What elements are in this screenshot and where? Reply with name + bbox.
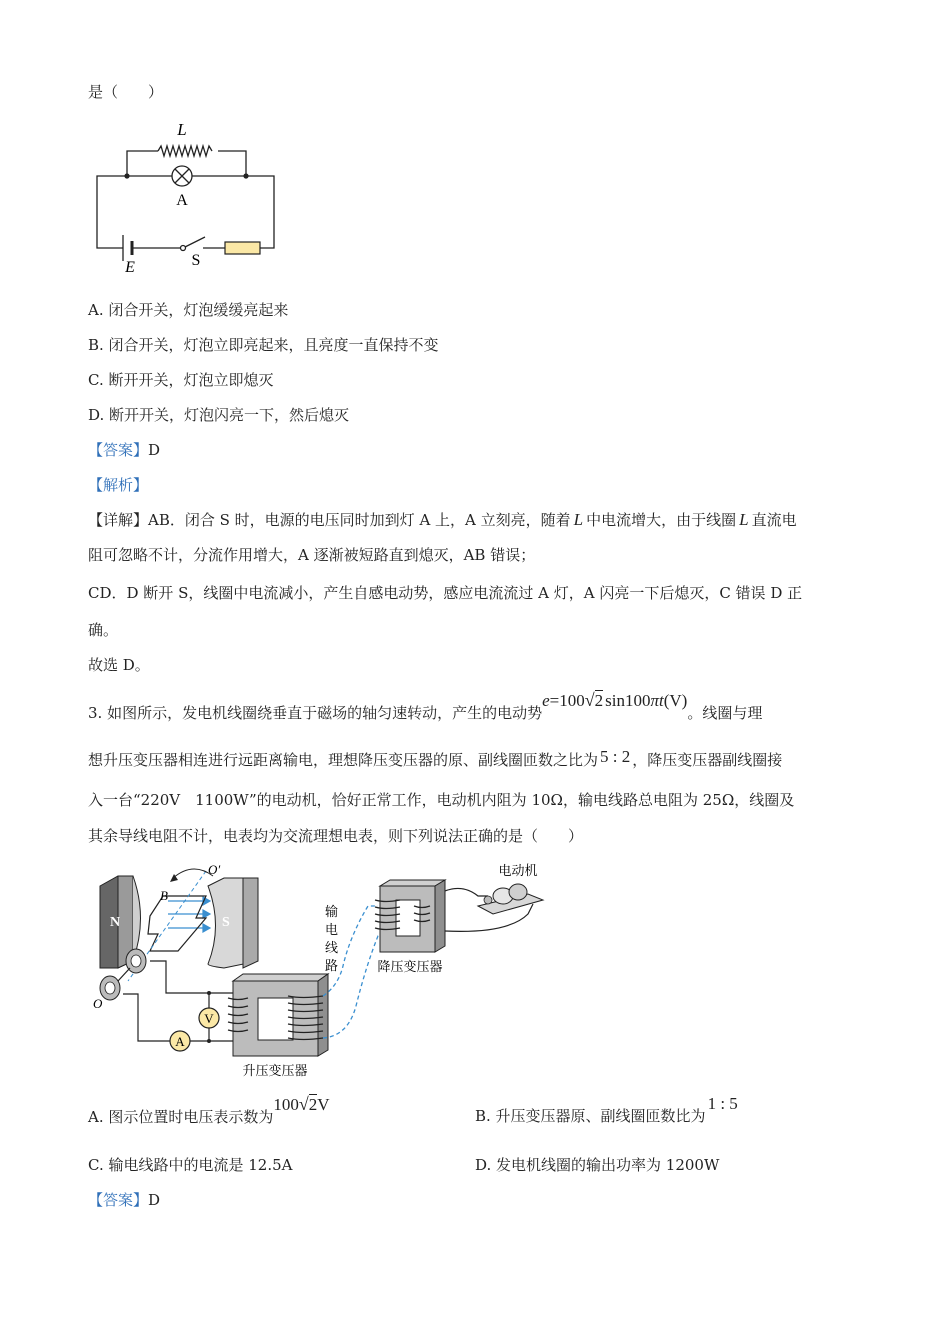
s-pole-label: S	[222, 915, 230, 930]
q2-detail-line-3: CD．D 断开 S，线圈中电流减小，产生自感电动势，感应电流流过 A 灯，A 闪亮一下后熄灭，C 错误 D 正	[88, 584, 803, 602]
q3-stem-line-4: 其余导线电阻不计，电表均为交流理想电表，则下列说法正确的是（ ）	[88, 827, 584, 845]
field-b-label: B	[160, 888, 168, 903]
axis-o-label: O	[93, 996, 103, 1011]
axis-o-prime-label: O′	[208, 862, 221, 877]
q3-stem-line-2	[88, 747, 783, 770]
switch-label: S	[191, 252, 201, 269]
q3-transmission-diagram	[88, 856, 558, 1086]
value-unit: V	[317, 1095, 330, 1114]
emf-root: 2	[594, 691, 604, 710]
emf-unit: (V)	[663, 691, 688, 710]
symbol-l: L	[739, 510, 749, 529]
emf-sin: sin100	[605, 691, 651, 710]
line-label-1: 输	[325, 904, 339, 919]
battery-label: E	[125, 259, 135, 276]
inductor-label: L	[177, 120, 187, 139]
detail-text: AB．闭合 S 时，电源的电压同时加到灯 A 上，A 立刻亮，随着	[148, 511, 571, 529]
symbol-l: L	[573, 510, 584, 529]
q3-stem-line-3: 入一台“220V 1100W”的电动机，恰好正常工作，电动机内阻为 10Ω，输电线路总电阻为 25Ω，线圈及	[88, 791, 795, 809]
q3-option-c: C. 输电线路中的电流是 12.5A	[88, 1156, 293, 1174]
ammeter-label: A	[175, 1034, 185, 1049]
n-pole-label: N	[110, 915, 121, 930]
q2-answer	[88, 440, 160, 460]
q2-detail-line-1	[88, 510, 797, 530]
lamp-label: A	[176, 192, 188, 209]
q2-conclusion: 故选 D。	[88, 656, 150, 674]
step-up-label: 升压变压器	[242, 1063, 308, 1078]
value-number: 100	[273, 1095, 299, 1114]
emf-formula: e=100√2 sin100πt(V)	[542, 690, 688, 710]
q2-analysis-tag: 【解析】	[88, 476, 149, 494]
answer-tag: 【答案】	[88, 441, 149, 459]
voltmeter-label: V	[204, 1011, 214, 1026]
q2-detail-line-2: 阻可忽略不计，分流作用增大，A 逐渐被短路直到熄灭，AB 错误；	[88, 546, 536, 564]
q2-option-a: A. 闭合开关，灯泡缓缓亮起来	[88, 301, 289, 319]
option-a-value: 100√2V	[273, 1094, 330, 1114]
motor-label: 电动机	[498, 863, 538, 878]
q3-stem-line-1	[88, 690, 763, 723]
detail-text: 中电流增大，由于线圈	[586, 511, 737, 529]
stem-text: ，降压变压器副线圈接	[632, 751, 783, 769]
stem-text: 3. 如图所示，发电机线圈绕垂直于磁场的轴匀速转动，产生的电动势	[88, 704, 543, 722]
line-label-3: 线	[325, 940, 339, 955]
q2-circuit-diagram	[90, 118, 290, 278]
line-label-2: 电	[325, 922, 339, 937]
q3-option-d: D. 发电机线圈的输出功率为 1200W	[475, 1156, 720, 1174]
answer-tag: 【答案】	[88, 1191, 149, 1209]
answer-value: D	[148, 441, 161, 459]
emf-coefficient: =100	[549, 691, 585, 710]
answer-value: D	[148, 1191, 161, 1209]
q2-stem-tail: 是（ ）	[88, 83, 164, 101]
q2-option-d: D. 断开开关，灯泡闪亮一下，然后熄灭	[88, 406, 350, 424]
q2-option-c: C. 断开开关，灯泡立即熄灭	[88, 371, 274, 389]
q2-detail-line-4: 确。	[88, 621, 119, 639]
step-down-label: 降压变压器	[377, 959, 443, 974]
value-root: 2	[308, 1095, 318, 1114]
emf-symbol: e	[542, 691, 550, 710]
q3-answer	[88, 1190, 160, 1210]
step-down-ratio: 5 : 2	[600, 747, 631, 766]
stem-text: 想升压变压器相连进行远距离输电，理想降压变压器的原、副线圈匝数之比为	[88, 751, 599, 769]
detail-tag: 【详解】	[88, 511, 149, 529]
detail-text: 直流电	[751, 511, 797, 529]
step-up-ratio: 1 : 5	[707, 1094, 738, 1113]
q3-option-a	[88, 1094, 330, 1127]
emf-pi-t: πt	[650, 691, 664, 710]
option-text: B. 升压变压器原、副线圈匝数比为	[475, 1107, 706, 1125]
q3-option-b	[475, 1094, 738, 1126]
line-label-4: 路	[325, 958, 339, 973]
stem-text: 。线圈与理	[687, 704, 763, 722]
q2-option-b: B. 闭合开关，灯泡立即亮起来，且亮度一直保持不变	[88, 336, 439, 354]
option-text: A. 图示位置时电压表示数为	[88, 1108, 274, 1126]
